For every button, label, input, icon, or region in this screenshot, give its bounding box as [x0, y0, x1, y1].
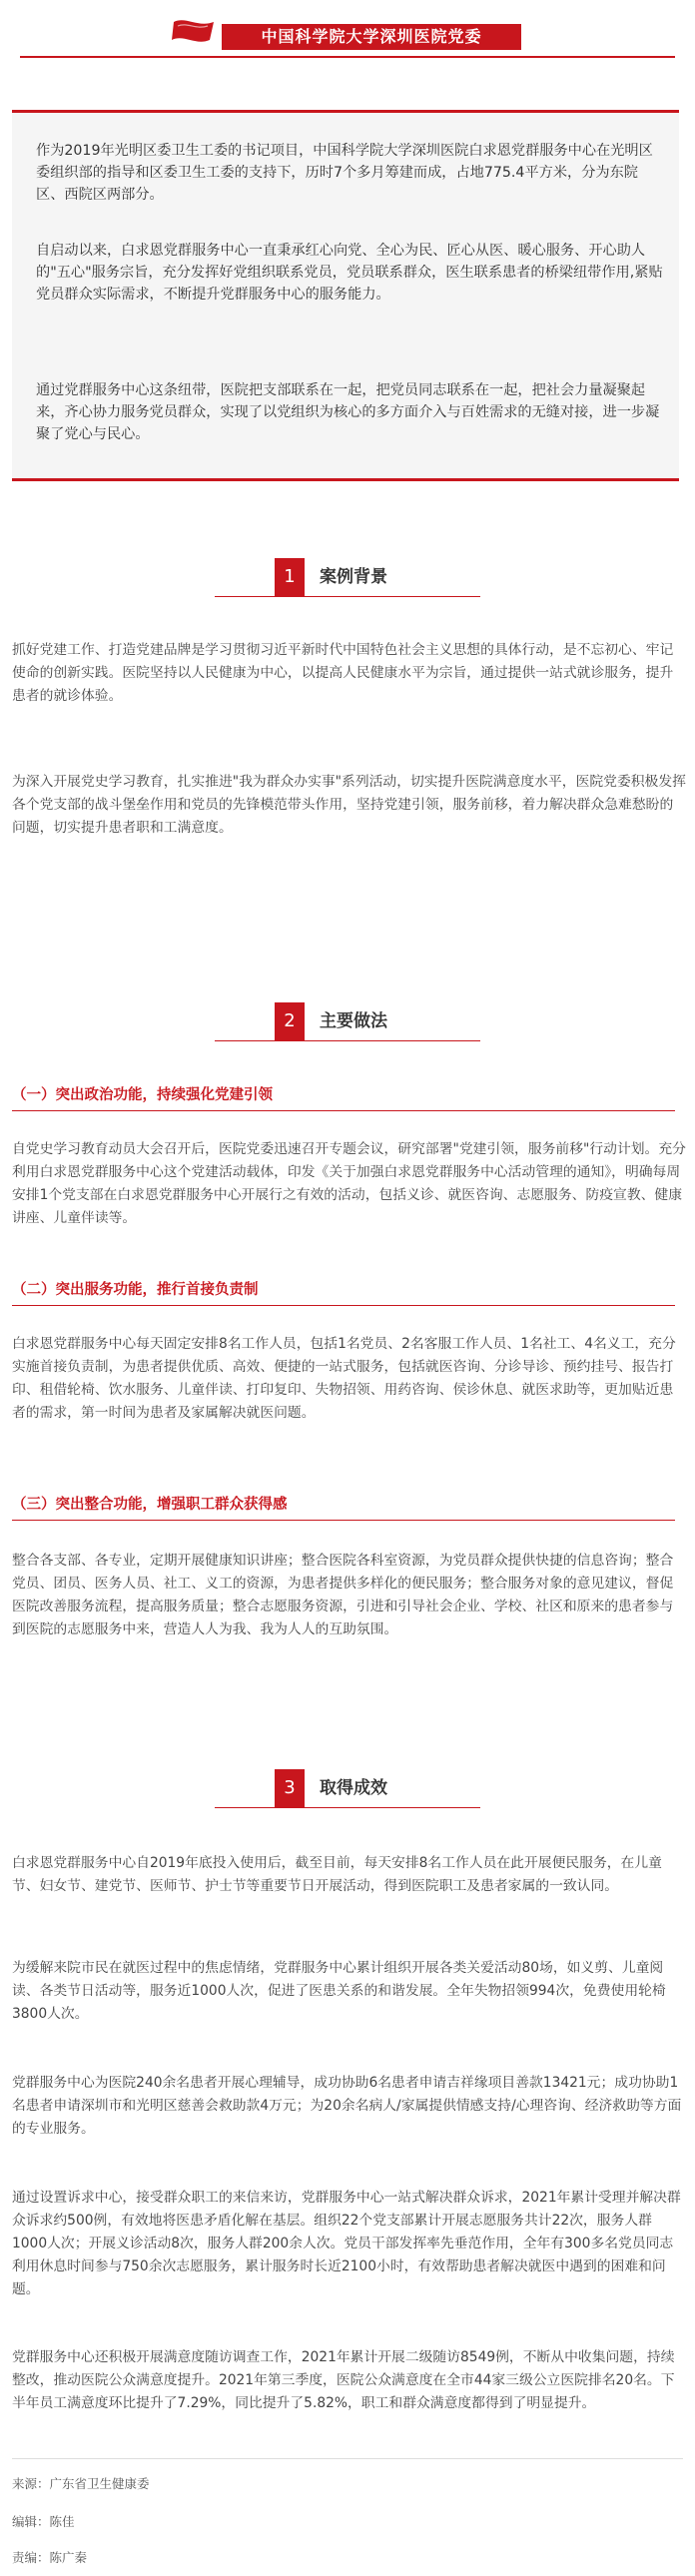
- section-3-paragraph-4: 通过设置诉求中心，接受群众职工的来信来访，党群服务中心一站式解决群众诉求，2021年累计受理并解决群众诉求约500例，有效地将医患矛盾化解在基层。组织22个党支部累计开展志愿服务共计22次，服务人群1000人次；开展义诊活动8次，服务人群200余人次。党员干部发挥率先垂范作用，全年有300多名党员同志利用休息时间参与750余次志愿服务，累计服务时长近2100小时，有效帮助患者解决就医中遇到的困难和问题。: [12, 2190, 681, 2297]
- section-1-number: 1: [275, 558, 305, 596]
- intro-top-border: [12, 110, 679, 113]
- header-banner: [170, 18, 525, 52]
- banner-title: 中国科学院大学深圳医院党委: [222, 24, 521, 50]
- section-3-paragraph-3: 党群服务中心为医院240余名患者开展心理辅导，成功协助6名患者申请吉祥缘项目善款13421元；成功协助1名患者申请深圳市和光明区慈善会救助款4万元；为20余名病人/家属提供情感支持/心理咨询、经济救助等方面的专业服务。: [12, 2075, 682, 2137]
- section-3-rule: [215, 1807, 480, 1808]
- footer-reviewer: 责编：陈广秦: [12, 2550, 88, 2565]
- subsection-3-rule: [12, 1520, 675, 1521]
- footer-source: 来源：广东省卫生健康委: [12, 2476, 150, 2491]
- footer-divider: [12, 2458, 683, 2459]
- section-2-header: [0, 998, 695, 1044]
- section-3-paragraph-5: 党群服务中心还积极开展满意度随访调查工作，2021年累计开展二级随访8549例，不断从中收集问题，持续整改，推动医院公众满意度提升。2021年第三季度，医院公众满意度在全市44家三级公立医院排名20名。下半年员工满意度环比提升了7.29%，同比提升了5.82%，职工和群众满意度都得到了明显提升。: [12, 2349, 675, 2411]
- intro-paragraph-3: 通过党群服务中心这条纽带，医院把支部联系在一起，把党员同志联系在一起，把社会力量凝聚起来，齐心协力服务党员群众，实现了以党组织为核心的多方面介入与百姓需求的无缝对接，进一步凝聚了党心与民心。: [36, 382, 660, 442]
- section-2-number: 2: [275, 1002, 305, 1040]
- section-1-header: [0, 554, 695, 600]
- section-2-title: 主要做法: [320, 1011, 387, 1031]
- red-flag-icon: [170, 18, 220, 52]
- subsection-3-text: 整合各支部、各专业，定期开展健康知识讲座；整合医院各科室资源，为党员群众提供快捷的信息咨询；整合党员、团员、医务人员、社工、义工的资源，为患者提供多样化的便民服务；整合服务对象的意见建议，督促医院改善服务流程，提高服务质量；整合志愿服务资源，引进和引导社会企业、学校、社区和原来的患者参与到医院的志愿服务中来，营造人人为我、我为人人的互助氛围。: [12, 1553, 674, 1637]
- section-1-title: 案例背景: [320, 567, 387, 587]
- section-3-paragraph-1: 白求恩党群服务中心自2019年底投入使用后，截至目前，每天安排8名工作人员在此开展便民服务，在儿童节、妇女节、建党节、医师节、护士节等重要节日开展活动，得到医院职工及患者家属的一致认同。: [12, 1855, 662, 1894]
- intro-paragraph-2: 自启动以来，白求恩党群服务中心一直秉承红心向党、全心为民、匠心从医、暖心服务、开心助人的"五心"服务宗旨，充分发挥好党组织联系党员，党员联系群众，医生联系患者的桥梁纽带作用,紧贴党员群众实际需求，不断提升党群服务中心的服务能力。: [36, 243, 663, 303]
- footer-editor: 编辑：陈佳: [12, 2514, 75, 2529]
- subsection-2-heading: （二）突出服务功能，推行首接负责制: [12, 1282, 259, 1298]
- section-3-number: 3: [275, 1769, 305, 1807]
- section-1-paragraph-2: 为深入开展党史学习教育，扎实推进"我为群众办实事"系列活动，切实提升医院满意度水平，医院党委积极发挥各个党支部的战斗堡垒作用和党员的先锋模范带头作用，坚持党建引领，服务前移，着力解决群众急难愁盼的问题，切实提升患者职和工满意度。: [12, 774, 686, 836]
- subsection-3-heading: （三）突出整合功能，增强职工群众获得感: [12, 1497, 288, 1513]
- section-3-title: 取得成效: [320, 1778, 387, 1798]
- section-2-rule: [215, 1040, 480, 1041]
- header-divider: [20, 56, 675, 58]
- subsection-1-text: 自党史学习教育动员大会召开后，医院党委迅速召开专题会议，研究部署"党建引领，服务前移"行动计划。充分利用白求恩党群服务中心这个党建活动载体，印发《关于加强白求恩党群服务中心活动管理的通知》，明确每周安排1个党支部在白求恩党群服务中心开展行之有效的活动，包括义诊、就医咨询、志愿服务、防疫宣教、健康讲座、儿童伴读等。: [12, 1141, 686, 1226]
- section-1-paragraph-1: 抓好党建工作、打造党建品牌是学习贯彻习近平新时代中国特色社会主义思想的具体行动，是不忘初心、牢记使命的创新实践。医院坚持以人民健康为中心，以提高人民健康水平为宗旨，通过提供一站式就诊服务，提升患者的就诊体验。: [12, 642, 674, 704]
- section-3-paragraph-2: 为缓解来院市民在就医过程中的焦虑情绪，党群服务中心累计组织开展各类关爱活动80场，如义剪、儿童阅读、各类节日活动等，服务近1000人次，促进了医患关系的和谐发展。全年失物招领994次，免费使用轮椅3800人次。: [12, 1960, 666, 2022]
- subsection-1-heading: （一）突出政治功能，持续强化党建引领: [12, 1087, 273, 1103]
- section-3-header: [0, 1765, 695, 1811]
- subsection-2-rule: [12, 1305, 675, 1306]
- subsection-2-text: 白求恩党群服务中心每天固定安排8名工作人员，包括1名党员、2名客服工作人员、1名社工、4名义工，充分实施首接负责制，为患者提供优质、高效、便捷的一站式服务，包括就医咨询、分诊导诊、预约挂号、报告打印、租借轮椅、饮水服务、儿童伴读、打印复印、失物招领、用药咨询、侯诊休息、就医求助等，更加贴近患者的需求，第一时间为患者及家属解决就医问题。: [12, 1336, 676, 1421]
- intro-paragraph-1: 作为2019年光明区委卫生工委的书记项目，中国科学院大学深圳医院白求恩党群服务中心在光明区委组织部的指导和区委卫生工委的支持下，历时7个多月筹建而成，占地775.4平方米，分为东院区、西院区两部分。: [36, 143, 653, 203]
- section-1-rule: [215, 596, 480, 597]
- intro-bottom-border: [12, 478, 679, 481]
- subsection-1-rule: [12, 1110, 675, 1111]
